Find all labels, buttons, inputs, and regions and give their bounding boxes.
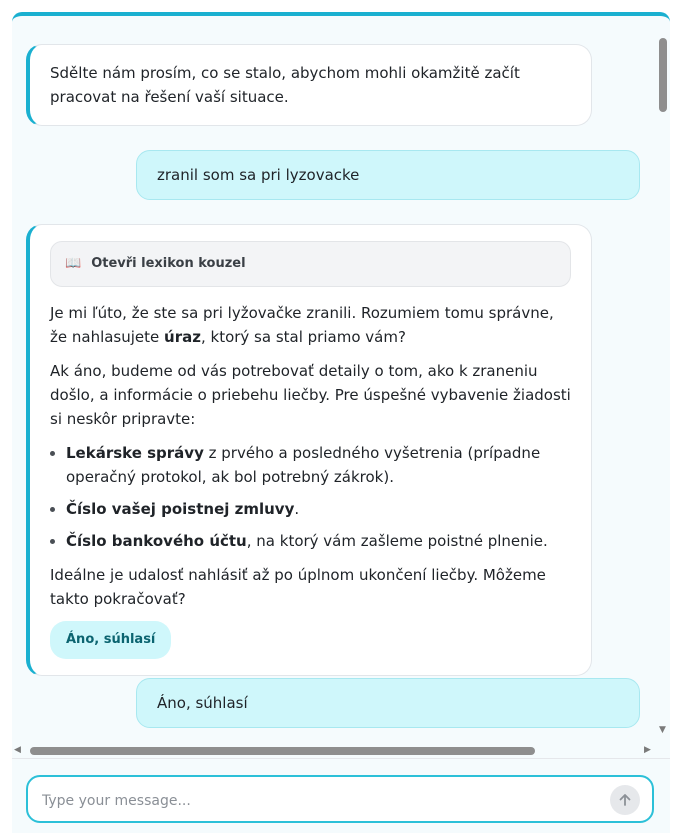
text-span: z prvého a posledného vyšetrenia (prípadne operačný protokol, ak bol potrebný zákrok).	[66, 444, 541, 486]
message-input-box[interactable]	[26, 775, 654, 823]
horizontal-scrollbar[interactable]	[12, 744, 656, 758]
text-span: Je mi ľúto, že ste sa pri lyžovačke zranili. Rozumiem tomu správne, že nahlasujete	[50, 304, 554, 346]
bold-text: Číslo vašej poistnej zmluvy	[66, 500, 295, 518]
bold-text: Číslo bankového účtu	[66, 532, 247, 550]
quick-reply-chip[interactable]: Áno, súhlasí	[50, 621, 171, 659]
bot-paragraph	[50, 301, 571, 349]
requirements-list	[50, 441, 571, 553]
scroll-right-arrow-icon[interactable]: ▶	[644, 745, 651, 755]
bot-paragraph: Ideálne je udalosť nahlásiť až po úplnom ukončení liečby. Môžeme takto pokračovať?	[50, 566, 546, 608]
vertical-scrollbar[interactable]	[656, 34, 670, 744]
text-span: .	[294, 500, 300, 518]
book-icon: 📖	[65, 256, 82, 271]
scroll-down-arrow-icon[interactable]: ▼	[659, 725, 666, 735]
list-item	[66, 529, 571, 553]
chat-window	[12, 12, 670, 833]
bot-message	[26, 224, 592, 676]
bot-message-text: Sdělte nám prosím, co se stalo, abychom mohli okamžitě začít pracovat na řešení vaší situace.	[50, 64, 520, 106]
user-message-text: Áno, súhlasí	[157, 694, 248, 712]
horizontal-scroll-thumb[interactable]	[30, 747, 535, 755]
text-span: , na ktorý vám zašleme poistné plnenie.	[246, 532, 548, 550]
composer	[12, 758, 670, 833]
tool-call-label: Otevři lexikon kouzel	[91, 256, 246, 271]
text-span: , ktorý sa stal priamo vám?	[200, 328, 406, 346]
arrow-up-icon	[618, 793, 632, 807]
bot-message	[26, 44, 592, 126]
tool-call-box[interactable]	[50, 241, 571, 287]
scroll-left-arrow-icon[interactable]: ◀	[14, 745, 21, 755]
list-item	[66, 497, 571, 521]
bot-paragraph: Ak áno, budeme od vás potrebovať detaily o tom, ako k zraneniu došlo, a informácie o priebehu liečby. Pre úspešné vybavenie žiadosti si neskôr pripravte:	[50, 362, 571, 428]
bold-text: Lekárske správy	[66, 444, 204, 462]
list-item	[66, 441, 571, 489]
user-message	[136, 678, 640, 728]
bold-text: úraz	[164, 328, 201, 346]
send-button[interactable]	[610, 785, 640, 815]
user-message	[136, 150, 640, 200]
user-message-text: zranil som sa pri lyzovacke	[157, 166, 360, 184]
message-input[interactable]	[40, 789, 604, 813]
vertical-scroll-thumb[interactable]	[659, 38, 667, 112]
message-list[interactable]	[12, 16, 656, 742]
